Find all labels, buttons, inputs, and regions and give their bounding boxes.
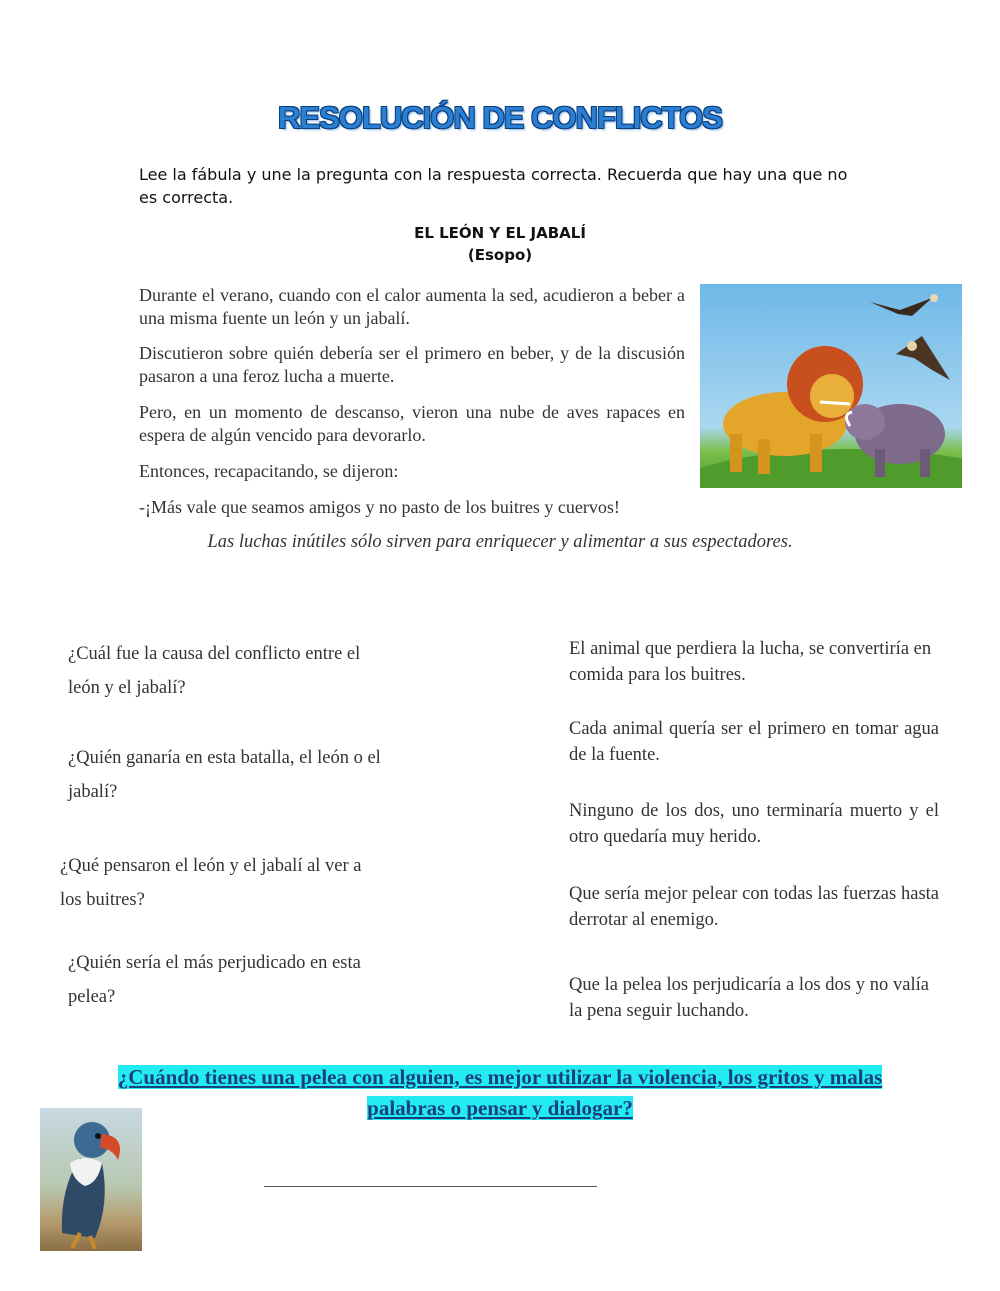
instructions-text: Lee la fábula y une la pregunta con la respuesta correcta. Recuerda que hay una que no es correcta. — [139, 165, 848, 207]
fable-paragraph-1: Durante el verano, cuando con el calor aumenta la sed, acudieron a beber a una misma fuente un león y un jabalí. — [139, 285, 685, 328]
fable-paragraph-4: Entonces, recapacitando, se dijeron: — [139, 461, 399, 481]
final-question-line-1: ¿Cuándo tienes una pelea con alguien, es mejor utilizar la violencia, los gritos y malas — [117, 1065, 883, 1089]
lion-boar-illustration-art — [700, 284, 962, 488]
answer-1[interactable]: El animal que perdiera la lucha, se convertiría en comida para los buitres. — [569, 639, 932, 685]
fable-paragraph-5: -¡Más vale que seamos amigos y no pasto de los buitres y cuervos! — [139, 497, 620, 517]
lion-boar-illustration — [700, 284, 962, 488]
fable-paragraph-2: Discutieron sobre quién debería ser el primero en beber, y de la discusión pasaron a una feroz lucha a muerte. — [139, 343, 685, 386]
answer-3[interactable]: Ninguno de los dos, uno terminaría muerto y el otro quedaría muy herido. — [569, 801, 939, 847]
fable-title: EL LEÓN Y EL JABALÍ — [414, 224, 586, 242]
final-question — [60, 1062, 940, 1124]
fable-moral: Las luchas inútiles sólo sirven para enriquecer y alimentar a sus espectadores. — [207, 532, 793, 552]
question-3[interactable]: ¿Qué pensaron el león y el jabalí al ver a los buitres? — [60, 856, 362, 910]
question-1[interactable]: ¿Cuál fue la causa del conflicto entre el león y el jabalí? — [68, 644, 361, 698]
question-2[interactable]: ¿Quién ganaría en esta batalla, el león o el jabalí? — [68, 748, 381, 802]
answer-line[interactable] — [264, 1186, 597, 1187]
answer-5[interactable]: Que la pelea los perjudicaría a los dos y no valía la pena seguir luchando. — [569, 975, 929, 1021]
vulture-art — [40, 1108, 142, 1251]
answer-2[interactable]: Cada animal quería ser el primero en tomar agua de la fuente. — [569, 719, 939, 765]
vulture-image — [40, 1108, 142, 1251]
fable-author: (Esopo) — [467, 246, 533, 264]
final-question-line-2: palabras o pensar y dialogar? — [367, 1096, 633, 1120]
worksheet-title: RESOLUCIÓN DE CONFLICTOS — [278, 100, 722, 135]
answer-4[interactable]: Que sería mejor pelear con todas las fuerzas hasta derrotar al enemigo. — [569, 884, 939, 930]
fable-heading — [0, 222, 1000, 266]
question-4[interactable]: ¿Quién sería el más perjudicado en esta pelea? — [68, 953, 361, 1007]
fable-paragraph-3: Pero, en un momento de descanso, vieron una nube de aves rapaces en espera de algún vencido para devorarlo. — [139, 402, 685, 445]
